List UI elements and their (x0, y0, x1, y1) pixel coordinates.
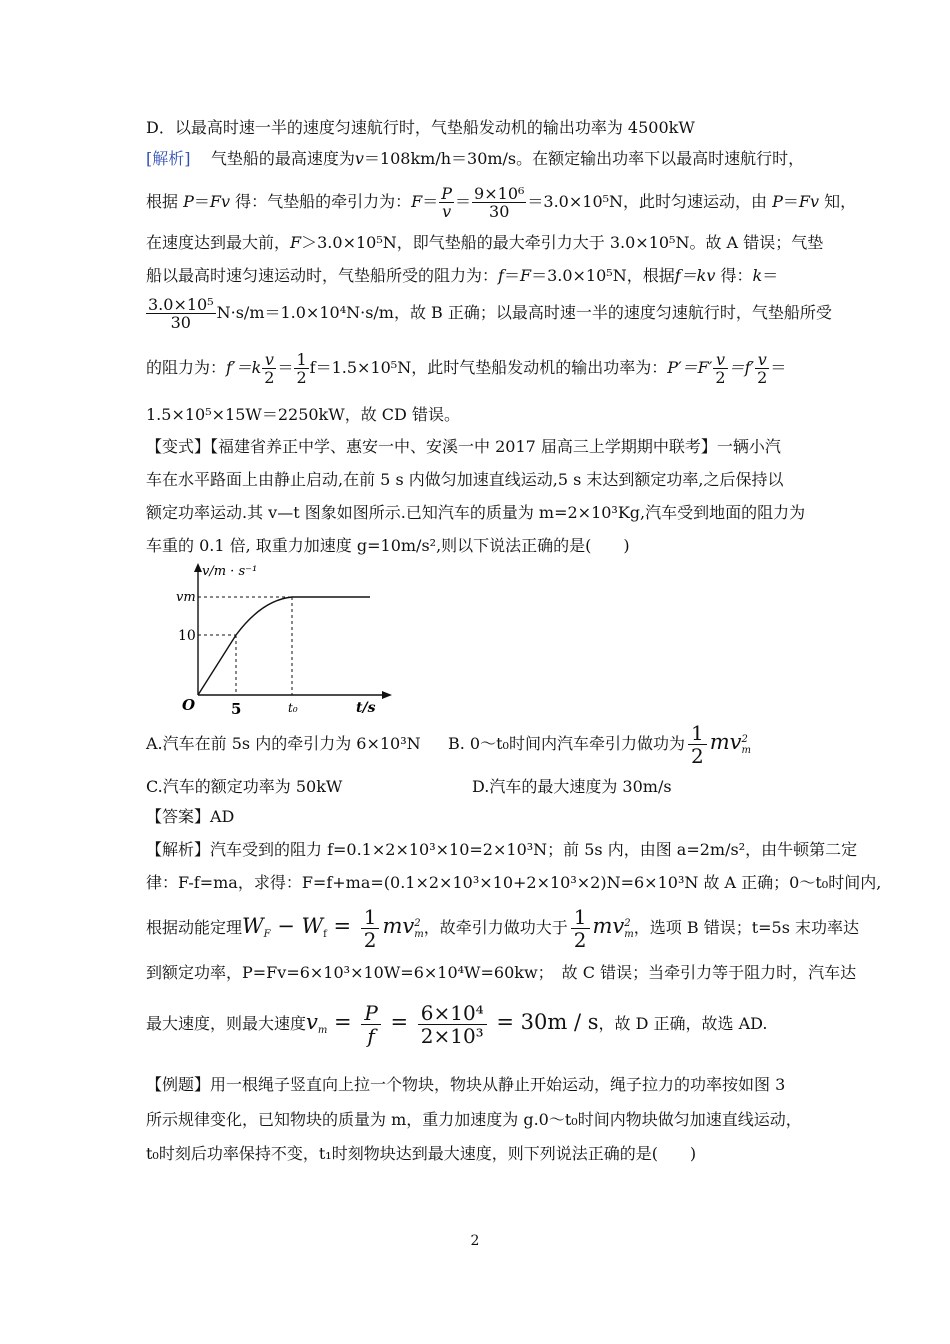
analysis-text: 船以最高时速匀速运动时，气垫船所受的阻力为： (146, 266, 499, 285)
vm-label: vm (176, 590, 196, 605)
option-d: D.汽车的最大速度为 30m/s (472, 777, 672, 796)
analysis-line-2: 根据 P＝Fv 得：气垫船的牵引力为：F＝ $\frac{P}{v}$ ＝ $\frac{\text{9×10⁶}}{30}$ ＝3.0×10⁵N，此时匀速运动，由 P＝Fv 知， (146, 184, 857, 221)
sub-m: m (317, 1025, 328, 1037)
fraction-9e6-30: $\frac{\text{9×10⁶}}{30}$ (474, 184, 525, 221)
var-mv: mv (382, 914, 415, 938)
eq: ＝ (770, 358, 787, 377)
analysis-text: 最大速度，则最大速度 (146, 1014, 307, 1033)
fraction-half: $\frac{1}{2}$ (688, 722, 707, 767)
var-F: F (411, 192, 423, 211)
y-axis-arrow (194, 563, 202, 572)
analysis-text: ＝108km/h＝30m/s。在额定输出功率下以最高时速航行时， (363, 149, 805, 168)
option-b-text: B. 0～t₀时间内汽车牵引力做功为 (448, 734, 685, 753)
origin-label: O (182, 696, 196, 714)
variant-line-4: 车重的 0.1 倍, 取重力加速度 g=10m/s²,则以下说法正确的是( ) (146, 536, 630, 555)
eq: ＝ (193, 192, 210, 211)
var-k: k (752, 266, 763, 285)
fraction-v-2: $\frac{v}{2}$ (757, 350, 768, 387)
fraction-P-f: $\frac{P}{f}$ (361, 1002, 380, 1047)
analysis-text: ＞3.0×10⁵N，即气垫船的最大牵引力大于 3.0×10⁵N。故 A 错误；气垫 (301, 233, 824, 252)
analysis-text: f＝1.5×10⁵N，此时气垫船发动机的输出功率为： (309, 358, 668, 377)
var-mv: mv (709, 730, 742, 754)
analysis2-line-2: 律：F-f=ma，求得：F=f+ma=(0.1×2×10³×10+2×10³×2)N=6×10³N 故 A 正确；0～t₀时间内, (146, 873, 882, 892)
analysis-text: ，选项 B 错误；t=5s 末功率达 (633, 918, 860, 937)
x-axis-arrow (382, 691, 392, 699)
eq: ＝ (762, 266, 779, 285)
var-Pprime: P′＝F′ (667, 358, 713, 377)
var-fprime: f′＝k (226, 358, 262, 377)
fraction-P-v: $\frac{P}{v}$ (441, 184, 453, 221)
var-mv: mv (592, 914, 625, 938)
analysis-text: 知， (824, 192, 857, 211)
example-line-1: 【例题】用一根绳子竖直向上拉一个物块，物块从静止开始运动，绳子拉力的功率按如图 3 (146, 1075, 786, 1094)
sub-m: m (741, 744, 751, 756)
analysis-text: 气垫船的最高速度为 (210, 149, 355, 168)
analysis-text: 根据动能定理 (146, 918, 243, 937)
var-f: f (498, 266, 504, 285)
analysis2-line-4: 到额定功率，P=Fv=6×10³×10W=6×10⁴W=60kw； 故 C 错误；当牵引力等于阻力时，汽车达 (146, 963, 857, 982)
analysis-line-7: 1.5×10⁵×15W＝2250kW，故 CD 错误。 (146, 405, 460, 424)
var-Fv: Fv (798, 192, 820, 211)
example-line-2: 所示规律变化，已知物块的质量为 m，重力加速度为 g.0～t₀时间内物块做匀加速直线运动， (146, 1110, 802, 1129)
analysis2-line-1: 【解析】汽车受到的阻力 f=0.1×2×10³×10=2×10³N；前 5s 内，由图 a=2m/s²，由牛顿第二定 (146, 840, 858, 859)
analysis-text: 在速度达到最大前， (146, 233, 291, 252)
var-Fv: Fv (209, 192, 231, 211)
y-axis-label: v/m · s⁻¹ (202, 564, 258, 579)
var-v: v (306, 1010, 318, 1034)
sup-2: 2 (414, 917, 421, 929)
example-line-3: t₀时刻后功率保持不变，t₁时刻物块达到最大速度，则下列说法正确的是( ) (146, 1144, 697, 1163)
analysis2-line-5 (146, 1002, 768, 1047)
sub-f: f (323, 929, 327, 941)
vt-graph (170, 560, 410, 720)
var-W: W (242, 914, 264, 938)
five-label: 5 (231, 700, 242, 718)
var-P: P (183, 192, 194, 211)
fraction-v-2: $\frac{v}{2}$ (715, 350, 726, 387)
fraction-1-2: $\frac{1}{2}$ (296, 350, 307, 387)
fraction-6e4-2e3: $\frac{\text{6×10⁴}}{\text{2×10³}}$ (418, 1002, 487, 1047)
option-b (448, 722, 751, 767)
eq: ＝ (277, 358, 294, 377)
vt-curve (198, 597, 370, 695)
variant-line-3: 额定功率运动.其 v—t 图象如图所示.已知汽车的质量为 m=2×10³Kg,汽车受到地面的阻力为 (146, 503, 806, 522)
analysis-text: 得： (720, 266, 753, 285)
answer: 【答案】AD (146, 807, 235, 826)
var-minus-W: − W (270, 914, 324, 938)
sub-m: m (414, 928, 424, 940)
option-c: C.汽车的额定功率为 50kW (146, 777, 343, 796)
eq: = (326, 914, 358, 938)
var-F: F (519, 266, 532, 285)
analysis-text: 得：气垫船的牵引力为： (235, 192, 412, 211)
result-30: = 30m / s (489, 1010, 599, 1034)
analysis-line-6 (146, 351, 786, 386)
analysis-text: ，故 D 正确，故选 AD. (598, 1014, 768, 1033)
option-d-text: D．以最高时速一半的速度匀速航行时，气垫船发动机的输出功率为 4500kW (146, 118, 695, 137)
analysis-line-1 (146, 148, 804, 170)
t0-label: t₀ (288, 701, 298, 715)
sub-F: F (263, 929, 271, 941)
analysis-text: ＝3.0×10⁵N，根据 (531, 266, 675, 285)
analysis-text: ，故牵引力做功大于 (423, 918, 568, 937)
eq: = (327, 1010, 359, 1034)
variant-line-1: 【变式】【福建省养正中学、惠安一中、安溪一中 2017 届高三上学期期中联考】一辆小汽 (146, 437, 781, 456)
analysis-line-5 (146, 296, 832, 331)
ten-label: 10 (178, 628, 196, 644)
fraction-3e5-30: $\frac{\text{3.0×10⁵}}{30}$ (148, 295, 214, 332)
analysis-line-3 (146, 232, 823, 254)
analysis-text: 的阻力为： (146, 358, 227, 377)
var-F: F (290, 233, 302, 252)
analysis-text: ＝3.0×10⁵N，此时匀速运动，由 (527, 192, 768, 211)
fraction-half: $\frac{1}{2}$ (361, 906, 380, 951)
page-number: 2 (470, 1233, 480, 1249)
sup-2: 2 (741, 733, 748, 745)
option-a: A.汽车在前 5s 内的牵引力为 6×10³N (146, 734, 421, 753)
analysis-text: 根据 (146, 192, 179, 211)
eq: = (383, 1010, 415, 1034)
x-axis-label: t/s (356, 700, 376, 716)
var-fkv: f＝kv (674, 266, 716, 285)
fraction-half: $\frac{1}{2}$ (571, 906, 590, 951)
variant-line-2: 车在水平路面上由静止启动,在前 5 s 内做匀加速直线运动,5 s 末达到额定功率,之后保持以 (146, 470, 784, 489)
fraction-v-2: $\frac{v}{2}$ (264, 350, 275, 387)
analysis2-line-3: 根据动能定理$W_F - W_f$ = $\frac{1}{2}$ mv 2 m ，故牵引力做功大于 $\frac{1}{2}$ mv 2 m ，选项 B 错误；t=5s 末功率达 (146, 905, 860, 952)
var-fprime: ＝f′ (728, 358, 755, 377)
var-P: P (772, 192, 783, 211)
analysis-tag: [解析] (146, 149, 191, 168)
analysis-text: N·s/m＝1.0×10⁴N·s/m，故 B 正确；以最高时速一半的速度匀速航行时，气垫船所受 (216, 303, 832, 322)
analysis-line-4: 船以最高时速匀速运动时，气垫船所受的阻力为：f＝F＝3.0×10⁵N，根据f＝kv 得：k＝ (146, 266, 779, 285)
var-v: v (354, 149, 364, 168)
